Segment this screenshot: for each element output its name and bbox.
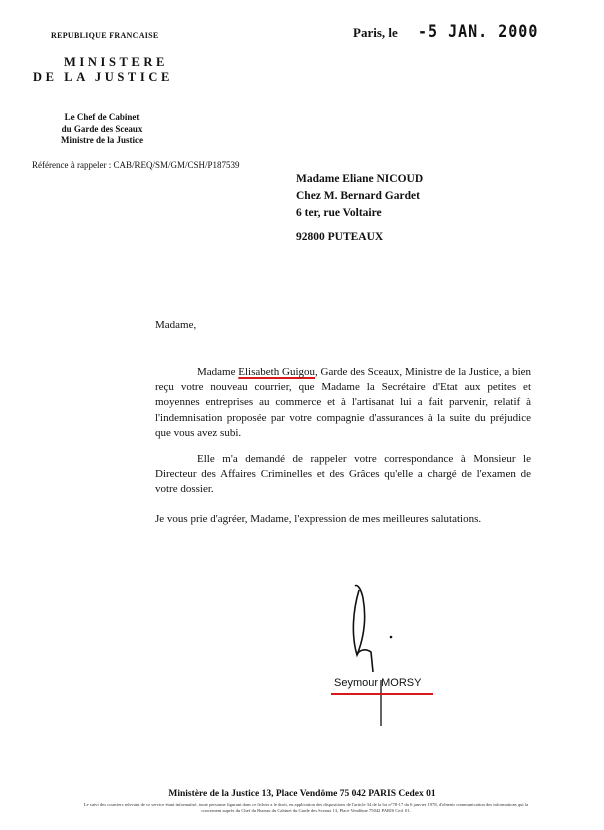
paragraph-1 (155, 365, 531, 441)
greeting: Madame, (155, 319, 197, 331)
signatory-last-name: MORSY (381, 677, 422, 689)
minister-name: Elisabeth Guigou (238, 366, 316, 378)
recipient-name: Madame Eliane NICOUD (296, 173, 424, 185)
p1-start: Madame (197, 366, 239, 378)
signatory-name (334, 677, 421, 689)
sender-line-3: Ministre de la Justice (60, 135, 144, 145)
footer-legal-notice: Le suivi des courriers relevant de ce service étant informatisé, toute personne figurant dans ce fichier a le droit, en application des dispositions de l'article 34 de la loi n°78-17 du 6 janvier 1978, d'obtenir communication des informations qui la concernent auprès du Chef du Bureau du Cabinet du Garde des Sceaux 13, Place Vendôme 75042 PARIS Ced. 01. (83, 802, 529, 814)
paragraph-3 (155, 512, 531, 527)
p1-rest: , Garde des Sceaux, Ministre de la Justice, a bien reçu votre nouveau courrier, que Madame la Secrétaire d'Etat aux petites et moyennes entreprises au commerce et à l'artisanat lui a fait parvenir, relatif à l'indemnisation proposée par votre compagnie d'assurances à la suite du préjudice que vous avez subi. (155, 366, 532, 439)
recipient-address (296, 171, 423, 222)
recipient-care-of: Chez M. Bernard Gardet (296, 190, 420, 202)
recipient-street: 6 ter, rue Voltaire (296, 207, 382, 219)
date-stamp: -5 JAN. 2000 (418, 20, 539, 42)
footer-address: Ministère de la Justice 13, Place Vendôme 75 042 PARIS Cedex 01 (168, 789, 436, 799)
signatory-first-name: Seymour (334, 677, 379, 689)
paragraph-2 (155, 452, 531, 498)
republique-francaise: REPUBLIQUE FRANCAISE (51, 31, 159, 40)
handwritten-signature (345, 580, 405, 730)
sender-line-2: du Garde des Sceaux (61, 123, 143, 134)
sender-line-1: Le Chef de Cabinet (64, 112, 140, 122)
reference: Référence à rappeler : CAB/REQ/SM/GM/CSH/P187539 (32, 160, 240, 170)
ministere-subtitle: DE LA JUSTICE (33, 70, 173, 84)
p3-text: Je vous prie d'agréer, Madame, l'expression de mes meilleures salutations. (155, 513, 482, 525)
p2-text: Elle m'a demandé de rappeler votre correspondance à Monsieur le Directeur des Affaires Criminelles et des Grâces qu'elle a chargé de l'examen de votre dossier. (155, 453, 531, 496)
ministere-title: MINISTERE (64, 55, 168, 69)
signatory-underline (331, 693, 433, 695)
recipient-city: 92800 PUTEAUX (296, 231, 384, 243)
sender-block (55, 112, 149, 147)
place-label: Paris, le (353, 25, 398, 40)
